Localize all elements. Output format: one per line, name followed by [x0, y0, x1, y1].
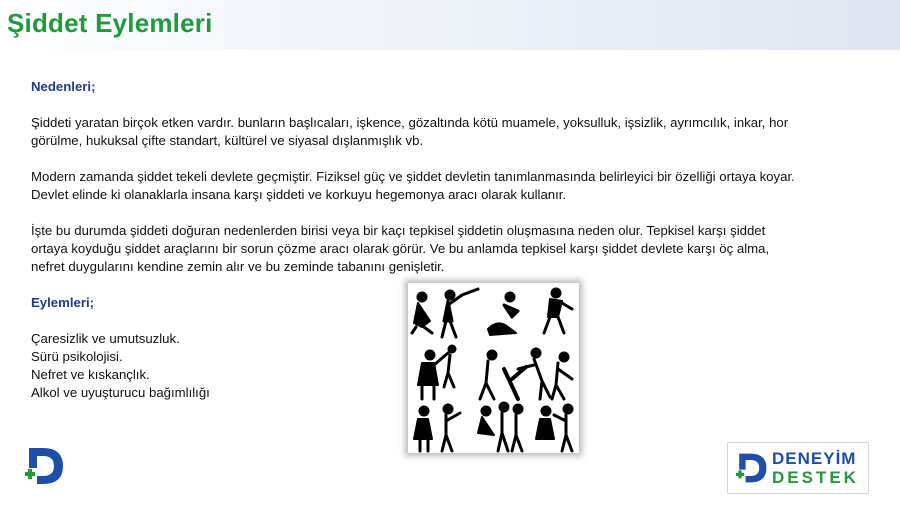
violence-pictogram-grid — [408, 283, 579, 453]
list-item: Sürü psikolojisi. — [31, 349, 123, 364]
company-logo-icon — [25, 444, 65, 488]
figure-cell-2 — [488, 292, 518, 335]
brand-logo — [727, 442, 869, 494]
paragraph-3: İşte bu durumda şiddeti doğuran nedenlerden birisi veya bir kaçı tepkisel şiddetin oluşmasına neden olur. Tepkisel karşı şiddet ortaya koyduğu şiddet araçlarını bir sorun çözme aracı olarak görür. Ve bu anlamda tepkisel karşı şiddet devlete karşı öç alma, nefret duygularını kendine zemin alır ve bu zeminde tabanını genişletir. — [31, 223, 770, 274]
brand-line-2: DESTEK — [772, 468, 859, 487]
brand-line-1: DENEYİM — [772, 449, 857, 468]
figure-cell-3 — [544, 288, 572, 333]
figure-cell-1 — [412, 289, 478, 337]
paragraph-2: Modern zamanda şiddet tekeli devlete geçmiştir. Fiziksel güç ve şiddet devletin tanımlanmasında belirleyici bir özelliği ortaya koyar. Devlet elinde ki olanaklarla insana karşı şiddeti ve korkuyu hegemonya aracı olarak kullanır. — [31, 169, 795, 202]
figure-cell-9 — [536, 404, 573, 451]
figure-cell-7 — [414, 404, 460, 451]
violence-illustration — [408, 283, 579, 453]
page-title: Şiddet Eylemleri — [7, 8, 213, 38]
list-item: Çaresizlik ve umutsuzluk. — [31, 331, 180, 346]
paragraph-1: Şiddeti yaratan birçok etken vardır. bunların başlıcaları, işkence, gözaltında kötü muamele, yoksulluk, işsizlik, ayrımcılık, inkar, hor görülme, hukuksal çifte standart, kültürel ve siyasal dışlanmışlık vb. — [31, 115, 789, 148]
figure-cell-4 — [418, 345, 456, 399]
list-item: Alkol ve uyuşturucu bağımlılığı — [31, 385, 210, 400]
figure-cell-6 — [552, 352, 572, 399]
brand-mark-icon — [736, 450, 768, 486]
figure-cell-8 — [478, 402, 523, 451]
eylemleri-heading: Eylemleri; — [31, 295, 95, 310]
nedenleri-heading: Nedenleri; — [31, 79, 96, 94]
list-item: Nefret ve kıskançlık. — [31, 367, 150, 382]
figure-cell-5 — [480, 348, 550, 399]
title-bar — [0, 0, 900, 50]
